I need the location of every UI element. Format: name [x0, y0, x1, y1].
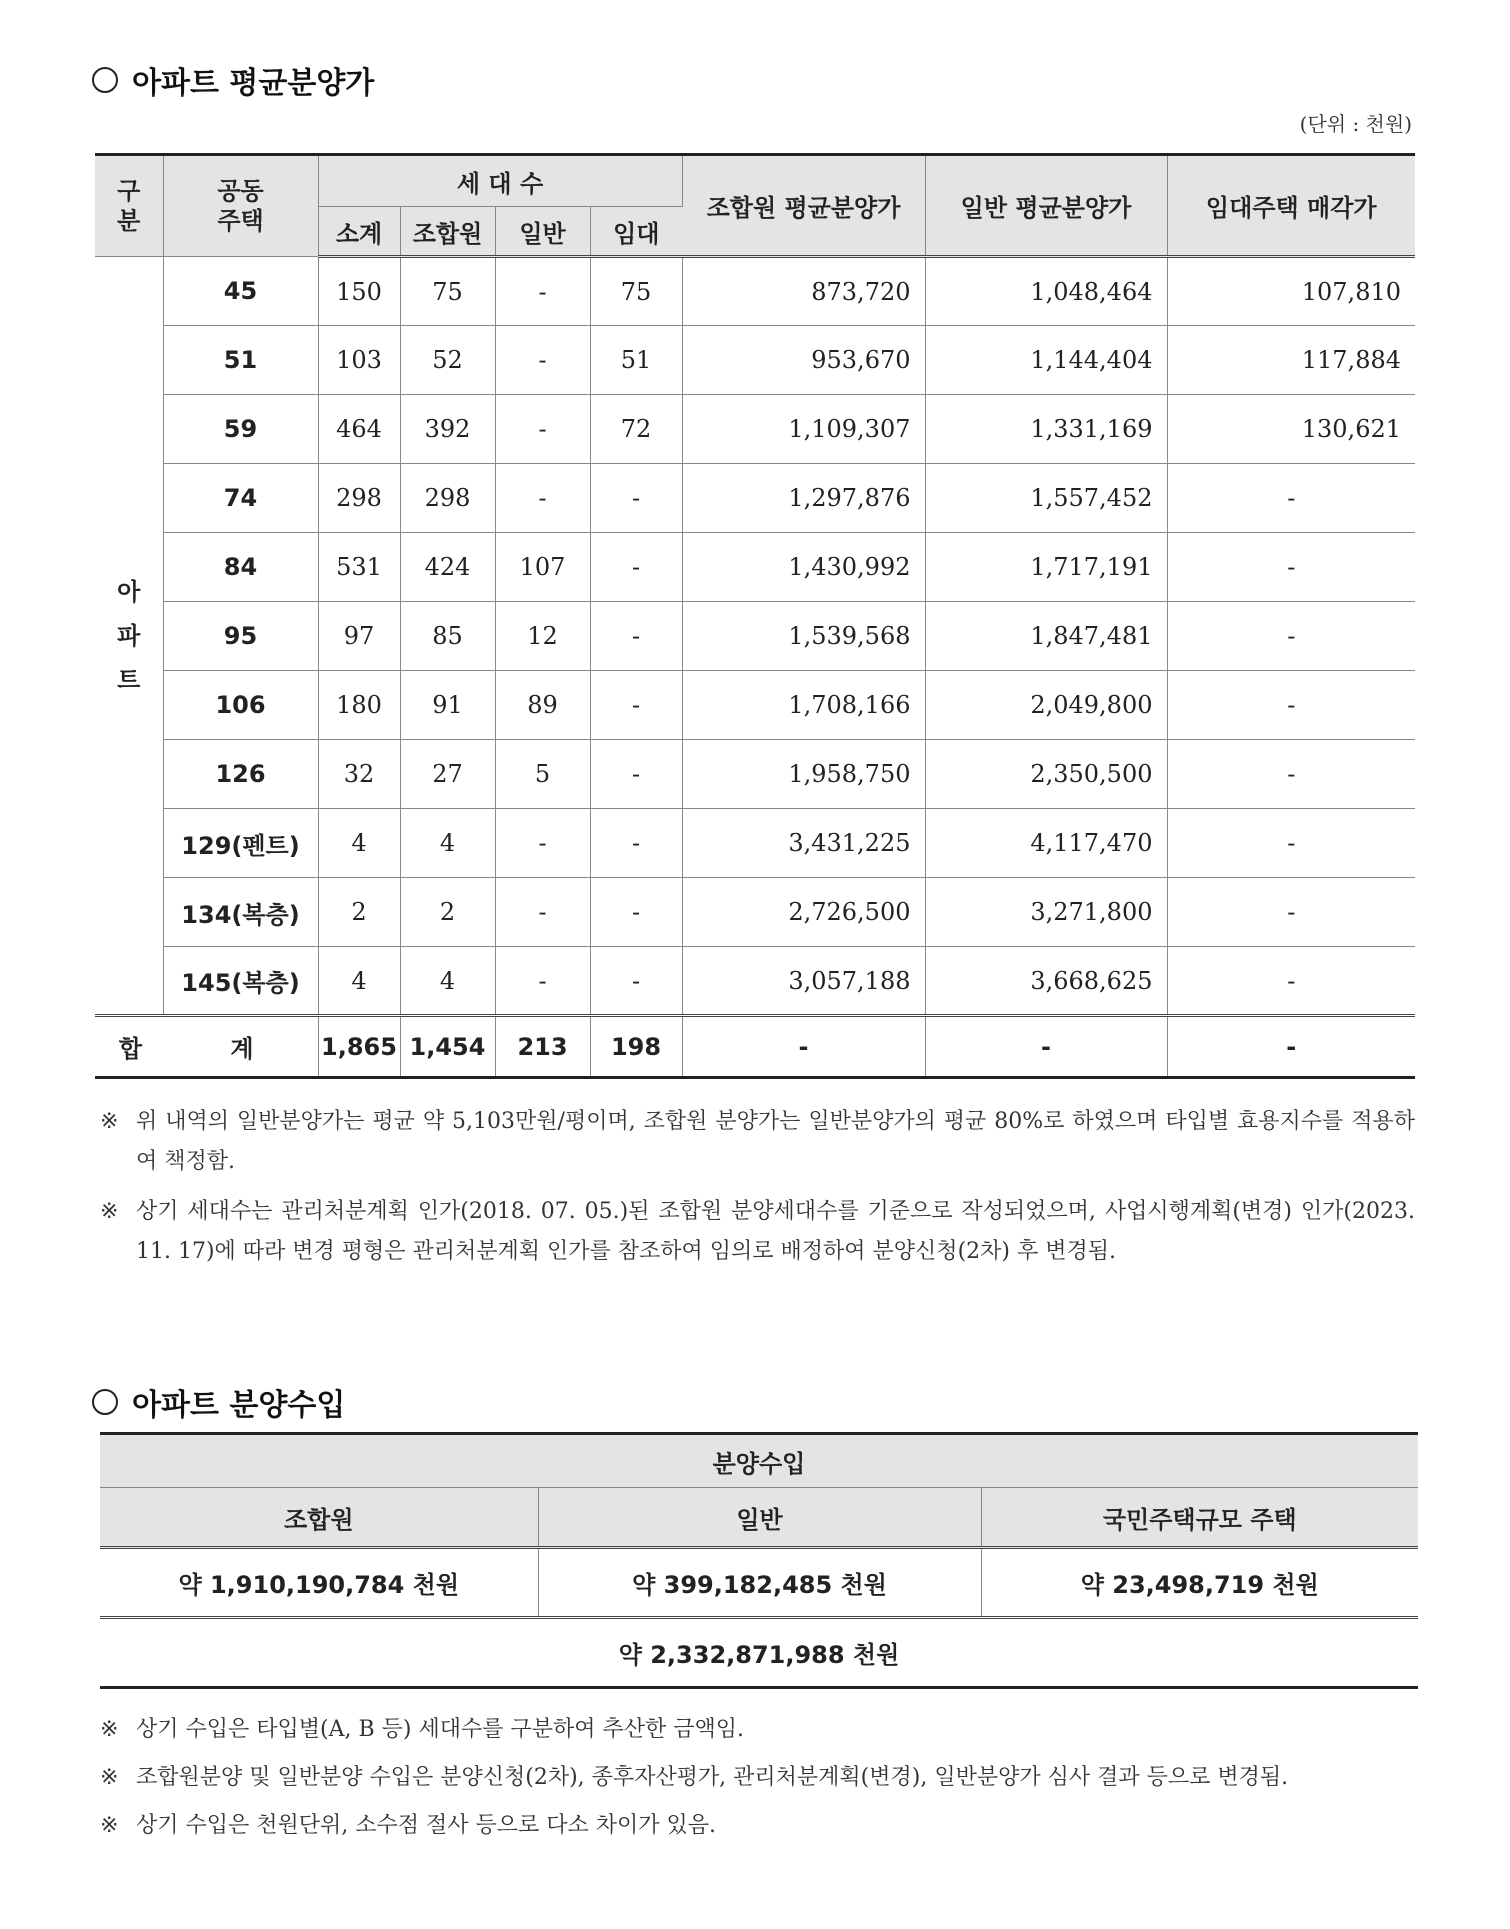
header-gubun: 구 분	[95, 155, 163, 257]
note-text: 위 내역의 일반분양가는 평균 약 5,103만원/평이며, 조합원 분양가는 일반분양가의 평균 80%로 하였으며 타입별 효용지수를 적용하여 책정함.	[136, 1109, 1415, 1174]
note-item	[100, 1710, 1415, 1750]
cell-subtotal: 97	[318, 602, 400, 671]
cell-rental-count: -	[590, 602, 682, 671]
cell-rental-price: -	[1167, 464, 1415, 533]
table-row	[95, 395, 1415, 464]
cell-union-price: 1,430,992	[682, 533, 925, 602]
notes-average-price	[100, 1102, 1415, 1272]
cell-general-price: 2,350,500	[925, 740, 1167, 809]
group-label: 아 파 트	[95, 257, 163, 1016]
cell-general-price: 1,557,452	[925, 464, 1167, 533]
note-text: 상기 수입은 천원단위, 소수점 절사 등으로 다소 차이가 있음.	[136, 1813, 716, 1838]
cell-rental-count: -	[590, 671, 682, 740]
cell-rental-count: -	[590, 878, 682, 947]
cell-general-count: -	[495, 809, 590, 878]
revenue-table	[100, 1432, 1418, 1689]
cell-general-count: -	[495, 878, 590, 947]
cell-union-count: 52	[400, 326, 495, 395]
unit-label: (단위 : 천원)	[1299, 112, 1412, 136]
total-union-price: -	[682, 1016, 925, 1078]
note-item	[100, 1806, 1415, 1846]
header-revenue: 분양수입	[100, 1434, 1418, 1488]
cell-union-count: 2	[400, 878, 495, 947]
cell-rental-price: 130,621	[1167, 395, 1415, 464]
cell-union-count: 91	[400, 671, 495, 740]
header-general: 일반	[495, 207, 590, 257]
header-union: 조합원	[400, 207, 495, 257]
note-item	[100, 1758, 1415, 1798]
cell-general-count: -	[495, 326, 590, 395]
circle-bullet-icon	[92, 67, 118, 93]
cell-general-price: 4,117,470	[925, 809, 1167, 878]
cell-general-count: -	[495, 257, 590, 326]
cell-union-price: 873,720	[682, 257, 925, 326]
cell-rental-count: 72	[590, 395, 682, 464]
cell-general-price: 1,144,404	[925, 326, 1167, 395]
table-row	[95, 671, 1415, 740]
cell-general-count: 5	[495, 740, 590, 809]
cell-rental-count: 51	[590, 326, 682, 395]
total-rental-price: -	[1167, 1016, 1415, 1078]
note-mark: ※	[100, 1109, 119, 1134]
table-row	[95, 464, 1415, 533]
cell-type: 59	[163, 395, 318, 464]
cell-union-count: 392	[400, 395, 495, 464]
total-rental: 198	[590, 1016, 682, 1078]
header-type: 공동 주택	[163, 155, 318, 257]
note-mark: ※	[100, 1717, 119, 1742]
header-union-price: 조합원 평균분양가	[682, 155, 925, 257]
note-item	[100, 1102, 1415, 1182]
cell-type: 145(복층)	[163, 947, 318, 1016]
note-mark: ※	[100, 1765, 119, 1790]
cell-type: 51	[163, 326, 318, 395]
cell-rental-price: -	[1167, 878, 1415, 947]
cell-union-price: 1,297,876	[682, 464, 925, 533]
cell-rental-price: -	[1167, 947, 1415, 1016]
cell-type: 126	[163, 740, 318, 809]
cell-rental-count: -	[590, 947, 682, 1016]
cell-rental-price: 107,810	[1167, 257, 1415, 326]
cell-type: 45	[163, 257, 318, 326]
table-row	[95, 602, 1415, 671]
cell-rental-price: -	[1167, 671, 1415, 740]
cell-general-count: 12	[495, 602, 590, 671]
table-row	[95, 809, 1415, 878]
cell-subtotal: 103	[318, 326, 400, 395]
average-price-table	[95, 153, 1415, 1079]
cell-type: 129(펜트)	[163, 809, 318, 878]
section-title-text: 아파트 평균분양가	[132, 66, 375, 101]
section-title-revenue	[92, 1380, 345, 1424]
cell-general-count: -	[495, 947, 590, 1016]
cell-union-count: 4	[400, 809, 495, 878]
section-title-average-price	[92, 58, 374, 102]
cell-rental-price: 117,884	[1167, 326, 1415, 395]
note-mark: ※	[100, 1199, 119, 1224]
cell-union-price: 3,431,225	[682, 809, 925, 878]
note-text: 상기 세대수는 관리처분계획 인가(2018. 07. 05.)된 조합원 분양세대수를 기준으로 작성되었으며, 사업시행계획(변경) 인가(2023. 11. 17)에 따라 변경 평형은 관리처분계획 인가를 참조하여 임의로 배정하여 분양신청(2차) 후 변경됨.	[136, 1199, 1415, 1264]
cell-subtotal: 4	[318, 809, 400, 878]
cell-general-count: -	[495, 395, 590, 464]
cell-general-price: 2,049,800	[925, 671, 1167, 740]
cell-general-price: 1,717,191	[925, 533, 1167, 602]
cell-union-price: 1,109,307	[682, 395, 925, 464]
table-row	[95, 533, 1415, 602]
cell-type: 106	[163, 671, 318, 740]
circle-bullet-icon	[92, 1389, 118, 1415]
cell-type: 74	[163, 464, 318, 533]
section-title-text: 아파트 분양수입	[132, 1388, 346, 1423]
total-union: 1,454	[400, 1016, 495, 1078]
cell-union-price: 1,958,750	[682, 740, 925, 809]
cell-subtotal: 32	[318, 740, 400, 809]
revenue-total-value: 약 2,332,871,988 천원	[100, 1618, 1418, 1688]
table-row	[95, 878, 1415, 947]
cell-union-price: 1,708,166	[682, 671, 925, 740]
revenue-national-value: 약 23,498,719 천원	[981, 1548, 1418, 1618]
total-subtotal: 1,865	[318, 1016, 400, 1078]
cell-general-count: 89	[495, 671, 590, 740]
cell-rental-count: -	[590, 740, 682, 809]
cell-rental-price: -	[1167, 740, 1415, 809]
table-row	[95, 740, 1415, 809]
header-subtotal: 소계	[318, 207, 400, 257]
cell-subtotal: 531	[318, 533, 400, 602]
header-households: 세 대 수	[318, 155, 682, 207]
cell-general-price: 1,331,169	[925, 395, 1167, 464]
cell-subtotal: 2	[318, 878, 400, 947]
header-revenue-national: 국민주택규모 주택	[981, 1488, 1418, 1548]
cell-general-price: 3,271,800	[925, 878, 1167, 947]
cell-rental-price: -	[1167, 809, 1415, 878]
cell-general-price: 3,668,625	[925, 947, 1167, 1016]
cell-subtotal: 298	[318, 464, 400, 533]
cell-type: 95	[163, 602, 318, 671]
note-item	[100, 1192, 1415, 1272]
cell-rental-count: -	[590, 533, 682, 602]
header-revenue-general: 일반	[538, 1488, 981, 1548]
cell-general-count: 107	[495, 533, 590, 602]
table-row	[95, 257, 1415, 326]
cell-general-price: 1,048,464	[925, 257, 1167, 326]
table-row	[95, 947, 1415, 1016]
cell-union-count: 298	[400, 464, 495, 533]
total-general-price: -	[925, 1016, 1167, 1078]
cell-type: 84	[163, 533, 318, 602]
total-general: 213	[495, 1016, 590, 1078]
total-row	[95, 1016, 1415, 1078]
cell-union-count: 85	[400, 602, 495, 671]
cell-rental-price: -	[1167, 602, 1415, 671]
cell-rental-count: -	[590, 809, 682, 878]
revenue-union-value: 약 1,910,190,784 천원	[100, 1548, 538, 1618]
header-general-price: 일반 평균분양가	[925, 155, 1167, 257]
total-label: 합 계	[95, 1016, 318, 1078]
cell-union-price: 953,670	[682, 326, 925, 395]
notes-revenue	[100, 1710, 1415, 1846]
cell-general-price: 1,847,481	[925, 602, 1167, 671]
cell-union-price: 3,057,188	[682, 947, 925, 1016]
cell-rental-price: -	[1167, 533, 1415, 602]
note-text: 조합원분양 및 일반분양 수입은 분양신청(2차), 종후자산평가, 관리처분계획(변경), 일반분양가 심사 결과 등으로 변경됨.	[136, 1765, 1289, 1790]
header-rental: 임대	[590, 207, 682, 257]
cell-union-count: 424	[400, 533, 495, 602]
cell-general-count: -	[495, 464, 590, 533]
cell-subtotal: 4	[318, 947, 400, 1016]
header-revenue-union: 조합원	[100, 1488, 538, 1548]
cell-rental-count: -	[590, 464, 682, 533]
cell-subtotal: 180	[318, 671, 400, 740]
cell-union-count: 4	[400, 947, 495, 1016]
cell-union-count: 27	[400, 740, 495, 809]
note-mark: ※	[100, 1813, 119, 1838]
cell-subtotal: 150	[318, 257, 400, 326]
cell-union-price: 2,726,500	[682, 878, 925, 947]
cell-type: 134(복층)	[163, 878, 318, 947]
table-row	[95, 326, 1415, 395]
revenue-general-value: 약 399,182,485 천원	[538, 1548, 981, 1618]
cell-union-count: 75	[400, 257, 495, 326]
cell-rental-count: 75	[590, 257, 682, 326]
note-text: 상기 수입은 타입별(A, B 등) 세대수를 구분하여 추산한 금액임.	[136, 1717, 744, 1742]
header-rental-price: 임대주택 매각가	[1167, 155, 1415, 257]
cell-union-price: 1,539,568	[682, 602, 925, 671]
cell-subtotal: 464	[318, 395, 400, 464]
